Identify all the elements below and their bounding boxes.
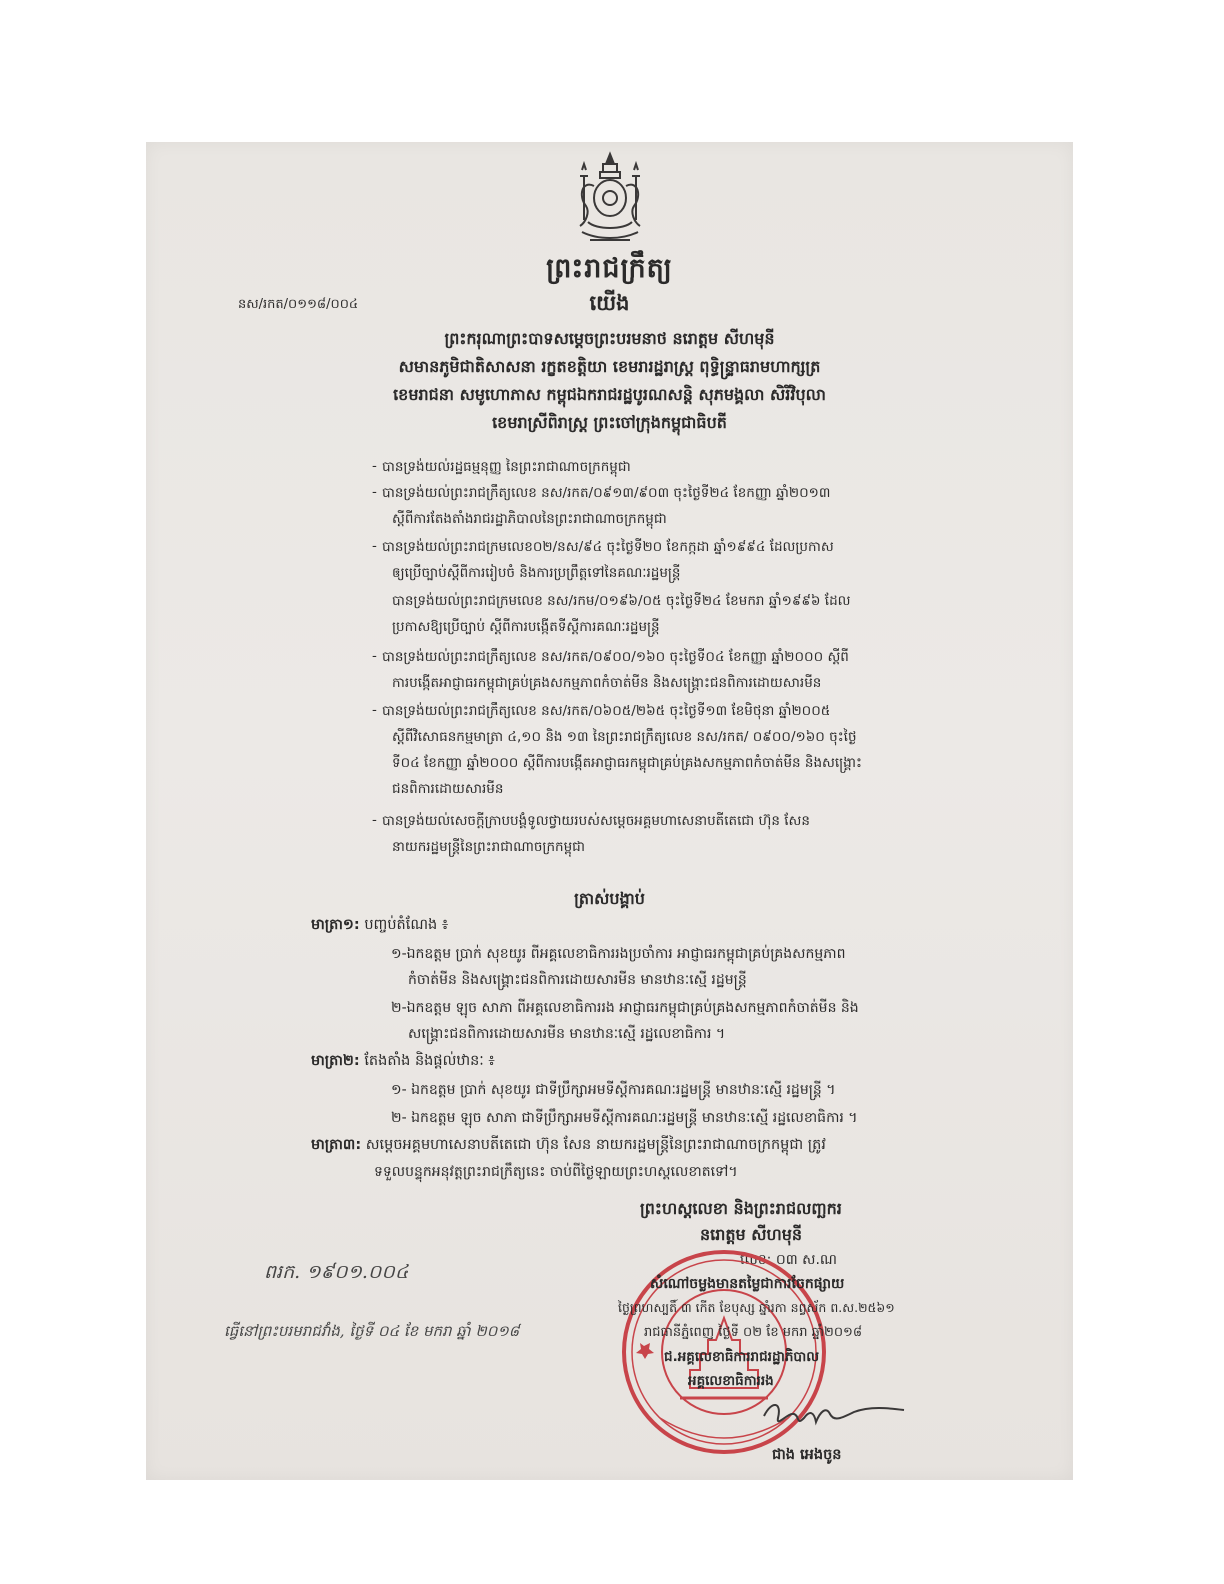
royal-title-line-4: ខេមរាស្រីពិរាស្ត្រ ព្រះចៅក្រុងកម្ពុជាធិបតី [492,413,727,432]
citation-continuation: ប្រកាសឱ្យប្រើច្បាប់ ស្តីពីការបង្កើតទីស្តីការគណៈរដ្ឋមន្ត្រី [392,619,660,635]
reference-number: លេខ: ០៣ ស.ណ [740,1252,838,1268]
citation-continuation: ស្តីពីការតែងតាំងរាជរដ្ឋាភិបាលនៃព្រះរាជាណាចក្រកម្ពុជា [392,511,667,527]
citation-continuation: ឲ្យប្រើច្បាប់ស្តីពីការរៀបចំ និងការប្រព្រឹត្តទៅនៃគណៈរដ្ឋមន្ត្រី [392,565,681,581]
citation-continuation: ទី០៤ ខែកញ្ញា ឆ្នាំ២០០០ ស្តីពីការបង្កើតអាជ្ញាធរកម្ពុជាគ្រប់គ្រងសកម្មភាពកំចាត់មីន និងសង្គ្រោះ [392,755,862,771]
decree-heading: ត្រាស់បង្គាប់ [574,889,645,908]
citation-item: - បានទ្រង់យល់ព្រះរាជក្រឹត្យលេខ នស/រកត/០៩០០/១៦០ ចុះថ្ងៃទី០៤ ខែកញ្ញា ឆ្នាំ២០០០ ស្តីពី [372,648,849,665]
article-2: មាត្រា២: តែងតាំង និងផ្តល់ឋានៈ ៖ [311,1053,495,1069]
citation-item: - បានទ្រង់យល់ព្រះរាជក្រមលេខ០២/នស/៩៤ ចុះថ្ងៃទី២០ ខែកក្កដា ឆ្នាំ១៩៩៤ ដែលប្រកាស [372,538,834,555]
citation-continuation: ស្តីពីវិសោធនកម្មមាត្រា ៤,១០ និង ១៣ នៃព្រះរាជក្រឹត្យលេខ នស/រកត/ ០៩០០/១៦០ ចុះថ្ងៃ [392,729,857,745]
document-title: ព្រះរាជក្រឹត្យ [546,253,673,284]
royal-title-line-3: ខេមរាជនា សមូហោភាស កម្ពុជឯករាជរដ្ឋបូរណសន្តិ សុភមង្គលា សិរីវិបុលា [393,385,826,404]
certification-role: ជ.អគ្គលេខាធិការរាជរដ្ឋាភិបាល [664,1349,820,1365]
article-1: មាត្រា១: បញ្ចប់តំណែង ៖ [311,917,449,933]
citation-item: - បានទ្រង់យល់ព្រះរាជក្រឹត្យលេខ នស/រកត/០៦០៥/២៦៥ ចុះថ្ងៃទី១៣ ខែមិថុនា ឆ្នាំ២០០៥ [372,702,831,719]
article-3-continuation: ទទួលបន្ទុកអនុវត្តព្រះរាជក្រឹត្យនេះ ចាប់ពីថ្ងៃឡាយព្រះហស្តលេខាតទៅ។ [374,1164,738,1180]
article-2-item-2: ២- ឯកឧត្តម ឡុច សាភា ជាទីប្រឹក្សាអមទីស្តីការគណៈរដ្ឋមន្ត្រី មានឋានៈស្មើ រដ្ឋលេខាធិការ ។ [391,1110,858,1126]
royal-title-line-2: សមានភូមិជាតិសាសនា រក្ខតខត្តិយា ខេមរារដ្ឋរាស្ត្រ ពុទ្ធិន្ទ្រាធរាមហាក្សត្រ [398,357,821,376]
place-and-date: ធ្វើនៅព្រះបរមរាជវាំង, ថ្ងៃទី ០៤ ខែ មករា ឆ្នាំ ២០១៨ [224,1322,520,1340]
signatory-name: ជាង អេងចូន [772,1447,842,1463]
royal-signature-line: ព្រះហស្តលេខា និងព្រះរាជលញ្ឆករ [640,1199,842,1218]
article-3: មាត្រា៣: សម្តេចអគ្គមហាសេនាបតីតេជោ ហ៊ុន សែន នាយករដ្ឋមន្ត្រីនៃព្រះរាជាណាចក្រកម្ពុជា ត្រូវ [311,1137,826,1153]
citation-item: - បានទ្រង់យល់សេចក្តីក្រាបបង្គំទូលថ្វាយរបស់សម្តេចអគ្គមហាសេនាបតីតេជោ ហ៊ុន សែន [372,812,810,829]
certification-lunar-date: ថ្ងៃព្រហស្បតិ៍ ៣ កើត ខែបុស្ស ឆ្នាំរកា នព្វស័ក ព.ស.២៥៦១ [618,1300,895,1315]
king-name: នរោត្តម សីហមុនី [700,1225,803,1244]
citation-continuation: នាយករដ្ឋមន្ត្រីនៃព្រះរាជាណាចក្រកម្ពុជា [392,839,586,855]
royal-title-line-1: ព្រះករុណាព្រះបាទសម្តេចព្រះបរមនាថ នរោត្តម សីហមុនី [444,329,775,348]
document-number: នស/រកត/០១១៨/០០៤ [238,297,359,312]
citation-item: បានទ្រង់យល់ព្រះរាជក្រមលេខ នស/រកម/០១៩៦/០៥ ចុះថ្ងៃទី២៤ ខែមករា ឆ្នាំ១៩៩៦ ដែល [392,593,851,609]
handwritten-reference: ពរក. ១៩០១.០០៤ [264,1261,409,1283]
citation-continuation: ការបង្កើតអាជ្ញាធរកម្ពុជាគ្រប់គ្រងសកម្មភាពកំចាត់មីន និងសង្គ្រោះជនពិការដោយសារមីន [392,675,822,691]
citation-continuation: ជនពិការដោយសារមីន [392,781,504,797]
article-1-item-2: ២-ឯកឧត្តម ឡុច សាភា ពីអគ្គលេខាធិការរង អាជ្ញាធរកម្ពុជាគ្រប់គ្រងសកម្មភាពកំចាត់មីន និង [391,1000,859,1016]
certification-date: រាជធានីភ្នំពេញ ថ្ងៃទី ០២ ខែ មករា ឆ្នាំ២០១៨ [644,1325,863,1340]
article-1-item-1: ១-ឯកឧត្តម ប្រាក់ សុខយូរ ពីអគ្គលេខាធិការរងប្រចាំការ អាជ្ញាធរកម្ពុជាគ្រប់គ្រងសកម្មភាព [391,946,846,962]
document-sheet [146,142,1073,1480]
article-2-item-1: ១- ឯកឧត្តម ប្រាក់ សុខយូរ ជាទីប្រឹក្សាអមទីស្តីការគណៈរដ្ឋមន្ត្រី មានឋានៈស្មើ រដ្ឋមន្ត្រី ។ [391,1082,836,1098]
we-heading: យើង [589,291,630,315]
article-1-item-1-continuation: កំចាត់មីន និងសង្គ្រោះជនពិការដោយសារមីន មានឋានៈស្មើ រដ្ឋមន្ត្រី [408,972,747,988]
signature-icon [758,1382,908,1442]
article-1-item-2-continuation: សង្គ្រោះជនពិការដោយសារមីន មានឋានៈស្មើ រដ្ឋលេខាធិការ ។ [408,1026,726,1042]
citation-item: - បានទ្រង់យល់រដ្ឋធម្មនុញ្ញ នៃព្រះរាជាណាចក្រកម្ពុជា [372,458,631,475]
certification-title: សំណៅចម្លងមានតម្លៃជាការចែកផ្សាយ [650,1276,845,1292]
royal-crest-icon [560,150,660,248]
certification-subrole: អគ្គលេខាធិការរង [688,1373,774,1389]
citation-item: - បានទ្រង់យល់ព្រះរាជក្រឹត្យលេខ នស/រកត/០៩១៣/៩០៣ ចុះថ្ងៃទី២៤ ខែកញ្ញា ឆ្នាំ២០១៣ [372,484,831,501]
